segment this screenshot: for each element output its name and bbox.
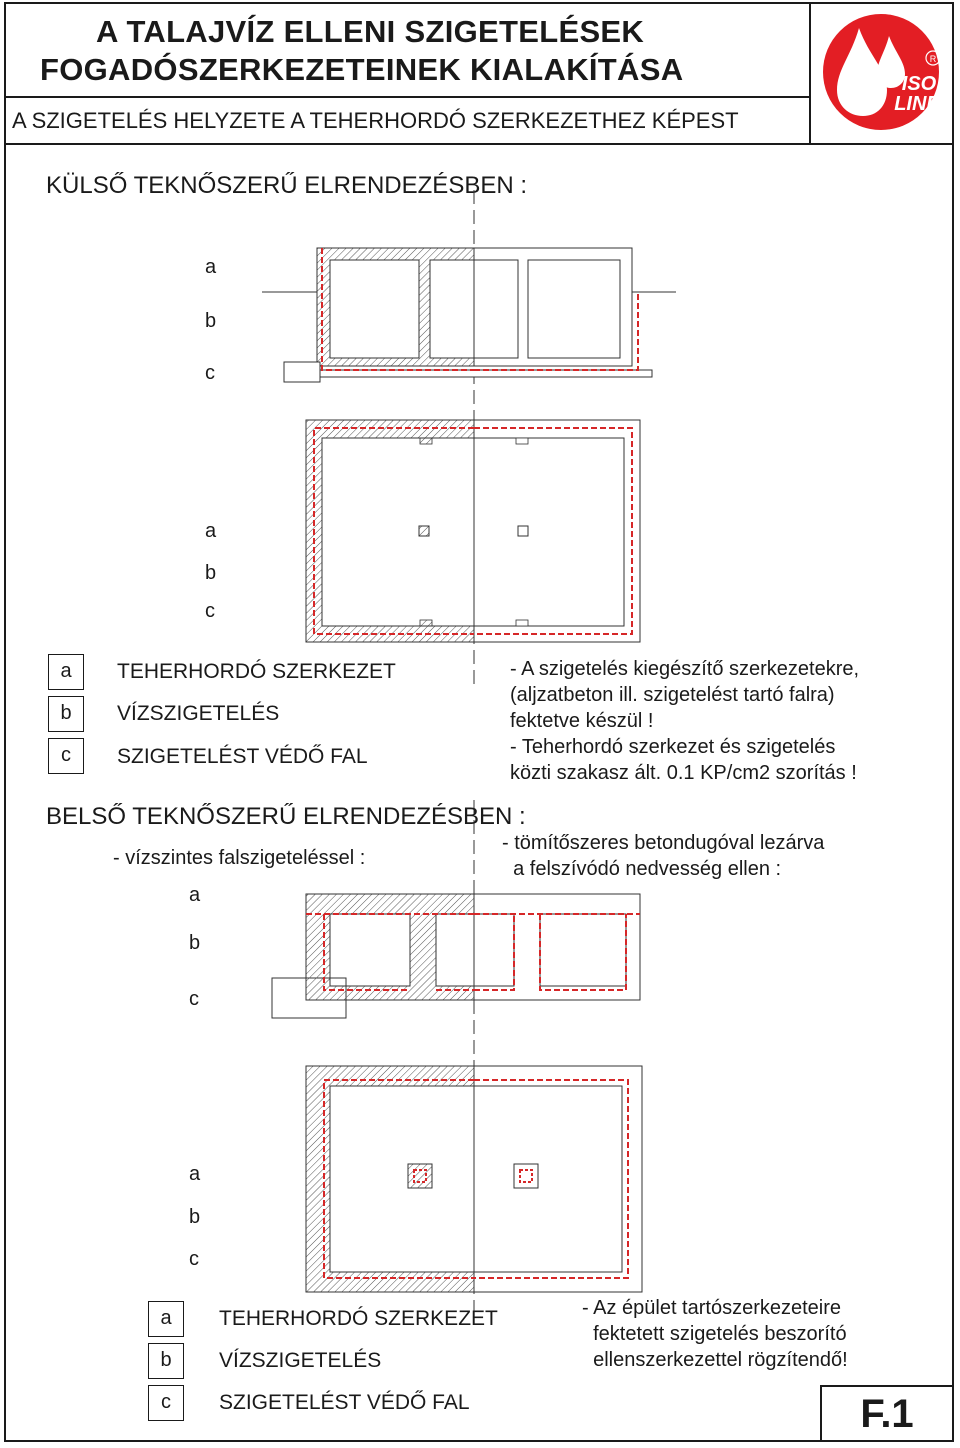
page-subtitle: A SZIGETELÉS HELYZETE A TEHERHORDÓ SZERKEZETHEZ KÉPEST [12, 108, 739, 133]
legend2-text-c: SZIGETELÉST VÉDŐ FAL [219, 1391, 470, 1414]
legend2-key-a: a [148, 1301, 184, 1337]
legend2-text-b: VÍZSZIGETELÉS [219, 1349, 382, 1372]
legend1-key-b: b [48, 696, 84, 732]
section1-cross-section [262, 248, 676, 382]
section1-plan-label-a: a [205, 520, 217, 542]
legend1-key-a: a [48, 654, 84, 690]
section2-heading: BELSŐ TEKNŐSZERŰ ELRENDEZÉSBEN : [46, 803, 526, 830]
section1-plan-label-c: c [205, 600, 215, 622]
legend1-text-b: VÍZSZIGETELÉS [117, 702, 280, 725]
section2-plan-label-a: a [189, 1163, 201, 1185]
legend1-text-a: TEHERHORDÓ SZERKEZET [117, 660, 396, 683]
section1-label-b: b [205, 310, 217, 332]
legend1-key-c: c [48, 738, 84, 774]
section1-heading: KÜLSŐ TEKNŐSZERŰ ELRENDEZÉSBEN : [46, 172, 528, 199]
section1-label-c: c [205, 362, 215, 384]
section2-label-b: b [189, 932, 201, 954]
section2-notes: - Az épület tartószerkezeteire fektetett szigetelés beszorító ellenszerkezettel rögzítendő! [582, 1297, 848, 1371]
section1-notes: - A szigetelés kiegészítő szerkezetekre, (aljzatbeton ill. szigetelést tartó falra) fektetve készül ! - Teherhordó szerkezet és szigetelés közti szakasz ált. 0.1 KP/cm2 szorítás ! [510, 658, 860, 784]
section2-label-a: a [189, 884, 201, 906]
sheet-id: F.1 [820, 1385, 954, 1442]
logo-text-line: LINE [894, 93, 940, 115]
section2-plan [306, 1066, 642, 1292]
section1-label-a: a [205, 256, 217, 278]
section2-plan-label-c: c [189, 1248, 199, 1270]
registered-mark: R [929, 54, 937, 64]
section1-plan-label-b: b [205, 562, 217, 584]
section2-cross-section [272, 894, 640, 1018]
page-title-line2: FOGADÓSZERKEZETEINEK KIALAKÍTÁSA [40, 52, 684, 87]
logo-text-iso: ISO [901, 73, 937, 95]
page-title-line1: A TALAJVÍZ ELLENI SZIGETELÉSEK [96, 14, 645, 49]
legend2-key-c: c [148, 1385, 184, 1421]
legend2-text-a: TEHERHORDÓ SZERKEZET [219, 1307, 498, 1330]
legend2-key-b: b [148, 1343, 184, 1379]
legend1-text-c: SZIGETELÉST VÉDŐ FAL [117, 745, 368, 768]
section1-plan [306, 420, 640, 642]
section2-subheading-right: - tömítőszeres betondugóval lezárva a felszívódó nedvesség ellen : [502, 832, 825, 880]
section2-plan-label-b: b [189, 1206, 201, 1228]
section2-subheading-left: - vízszintes falszigeteléssel : [113, 847, 366, 869]
section2-label-c: c [189, 988, 199, 1010]
